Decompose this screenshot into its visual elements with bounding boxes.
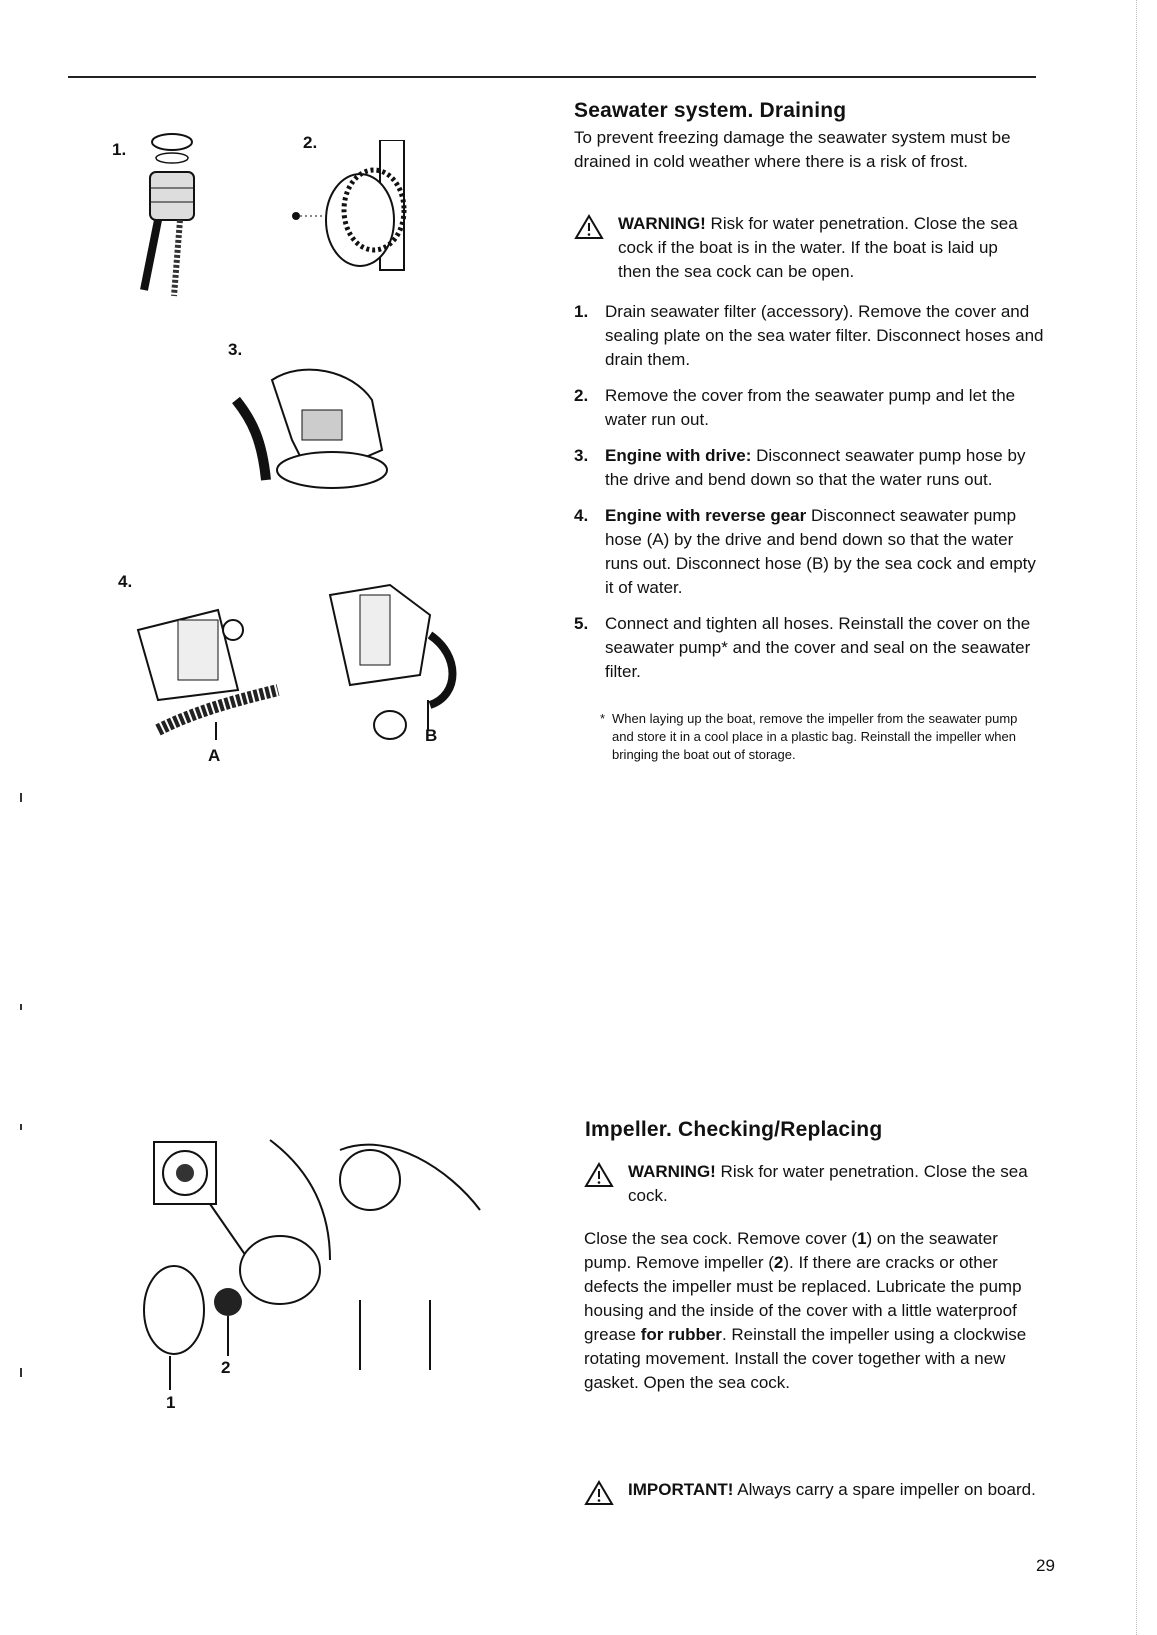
body-bold: for rubber (640, 1325, 722, 1344)
step-text: Disconnect seawater pump hose by the drive and bend down so that the water runs out. (605, 446, 1026, 489)
warning-label: WARNING! (628, 1162, 716, 1181)
filter-illustration (140, 130, 220, 310)
warning-block (574, 212, 1034, 284)
body-text: ). If there are cracks or other defects the impeller must be replaced. Lubricate the pump housing and the inside of the cover with a little waterproof grease (584, 1253, 1022, 1344)
figure-label-2: 2. (303, 133, 318, 152)
pump-cover-illustration (290, 140, 430, 280)
page-edge (1136, 0, 1138, 1635)
seacock-hose-b-illustration (320, 575, 470, 745)
warning-triangle-icon (584, 1480, 614, 1506)
warning-text: Risk for water penetration. Close the sea cock. (628, 1162, 1028, 1205)
scan-speck (20, 1124, 22, 1130)
footnote-text: When laying up the boat, remove the impeller from the seawater pump and store it in a cool place in a plastic bag. Reinstall the impeller when bringing the boat out of storage. (612, 711, 1018, 762)
hose-label-b: B (425, 726, 438, 745)
step-text: Remove the cover from the seawater pump and let the water run out. (605, 386, 1016, 429)
step-item (574, 444, 1044, 492)
body-text: . Reinstall the impeller using a clockwise rotating movement. Install the cover together with a new gasket. Open the sea cock. (584, 1325, 1027, 1392)
important-block (584, 1478, 1039, 1502)
impeller-warning-block (584, 1160, 1039, 1208)
step-item (574, 300, 1044, 372)
body-ref-2: 2 (773, 1253, 784, 1272)
important-label: IMPORTANT! (628, 1480, 734, 1499)
step-number: 3. (574, 446, 589, 465)
impeller-body (584, 1227, 1039, 1395)
important-text: Always carry a spare impeller on board. (733, 1480, 1036, 1499)
step-text: Drain seawater filter (accessory). Remove the cover and sealing plate on the sea water filter. Disconnect hoses and drain them. (605, 302, 1044, 369)
body-text: ) on the seawater pump. Remove impeller ( (584, 1229, 998, 1272)
step-item (574, 504, 1044, 600)
warning-label: WARNING! (618, 214, 706, 233)
body-text: Close the sea cock. Remove cover ( (584, 1229, 858, 1248)
step-text: Disconnect seawater pump hose (A) by the drive and bend down so that the water runs out. Disconnect hose (B) by the sea cock and empty it of water. (605, 506, 1036, 597)
scan-speck (20, 793, 22, 802)
drive-hose-illustration (232, 360, 402, 500)
section-title-draining: Seawater system. Draining (574, 99, 847, 122)
step-bold: Engine with drive: (605, 446, 752, 465)
callout-1: 1 (166, 1393, 176, 1412)
step-number: 2. (574, 386, 589, 405)
draining-steps (574, 300, 1044, 696)
body-ref-1: 1 (857, 1229, 867, 1248)
step-number: 4. (574, 506, 589, 525)
impeller-pump-illustration (130, 1130, 490, 1390)
step-item (574, 384, 1044, 432)
scan-speck (20, 1368, 22, 1377)
warning-triangle-icon (574, 214, 604, 240)
scan-speck (20, 1004, 22, 1010)
reverse-gear-hose-a-illustration (118, 580, 288, 750)
header-rule (68, 76, 1036, 78)
step-item (574, 612, 1044, 684)
step-number: 1. (574, 302, 589, 321)
warning-triangle-icon (584, 1162, 614, 1188)
footnote-mark: * (600, 711, 606, 726)
hose-label-a: A (208, 746, 221, 765)
callout-2: 2 (221, 1358, 231, 1377)
step-bold: Engine with reverse gear (605, 506, 807, 525)
footnote (600, 710, 1032, 764)
section-title-impeller: Impeller. Checking/Replacing (585, 1118, 883, 1141)
step-number: 5. (574, 614, 589, 633)
figure-label-1: 1. (112, 140, 127, 159)
step-text: Connect and tighten all hoses. Reinstall the cover on the seawater pump* and the cover and seal on the seawater filter. (605, 614, 1031, 681)
figure-label-4: 4. (118, 572, 133, 591)
warning-text: Risk for water penetration. Close the sea cock if the boat is in the water. If the boat is laid up then the sea cock can be open. (618, 214, 1018, 281)
page-number: 29 (1036, 1556, 1055, 1575)
figure-label-3: 3. (228, 340, 243, 359)
intro-paragraph: To prevent freezing damage the seawater system must be drained in cold weather where there is a risk of frost. (574, 128, 1011, 171)
